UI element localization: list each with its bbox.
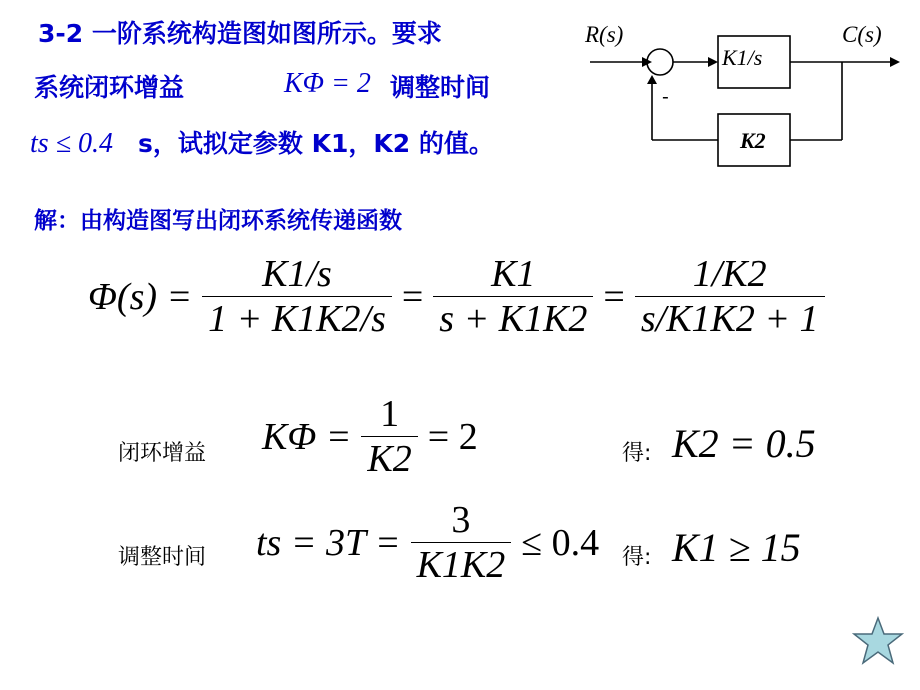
ts-formula-solution	[256, 498, 599, 587]
forward-arrow	[708, 57, 718, 67]
tf-frac2-den: s + K1K2	[439, 298, 588, 340]
output-label: C(s)	[842, 22, 882, 47]
gain-result: K2 = 0.5	[672, 421, 816, 466]
ts-formula: ts ≤ 0.4	[30, 128, 114, 159]
ts-result: K1 ≥ 15	[672, 525, 801, 570]
problem-line-2b: 调整时间	[390, 73, 491, 102]
gain-frac	[361, 392, 417, 481]
ts-result-label: 得:	[622, 545, 652, 570]
tf-frac-2	[433, 252, 593, 341]
ts-lhs: ts = 3T =	[256, 521, 401, 564]
solution-intro-text: 解：由构造图写出闭环系统传递函数	[34, 208, 402, 234]
ts-label: 调整时间	[118, 545, 207, 570]
problem-line-1: 3-2 一阶系统构造图如图所示。要求	[38, 19, 442, 48]
output-arrow	[890, 57, 900, 67]
input-label: R(s)	[585, 22, 624, 47]
ts-frac-num: 3	[451, 499, 471, 541]
tf-eq-1: =	[401, 275, 424, 318]
tf-frac1-den: 1 + K1K2/s	[208, 298, 386, 340]
tf-frac3-den: s/K1K2 + 1	[640, 298, 819, 340]
ts-frac-den: K1K2	[416, 544, 506, 586]
tf-frac-1	[202, 252, 392, 341]
tf-frac1-num: K1/s	[262, 253, 332, 295]
feedback-block-label: K2	[740, 128, 766, 153]
gain-label: 闭环增益	[118, 441, 207, 466]
forward-block-label: K1/s	[722, 45, 763, 70]
gain-rhs: = 2	[427, 415, 478, 458]
gain-frac-num: 1	[380, 393, 400, 435]
solution-intro	[34, 202, 402, 235]
ts-rhs: ≤ 0.4	[521, 521, 600, 564]
gain-lhs: KΦ =	[262, 415, 352, 458]
minus-sign: -	[662, 84, 669, 108]
kphi-formula: KΦ = 2	[284, 68, 371, 99]
problem-line-3: s，试拟定参数 K1，K2 的值。	[138, 129, 494, 158]
tf-lhs: Φ(s) =	[88, 275, 193, 318]
gain-formula	[262, 392, 478, 481]
problem-line-2a: 系统闭环增益	[34, 73, 185, 102]
feedback-arrow	[647, 75, 657, 84]
tf-frac2-num: K1	[491, 253, 536, 295]
transfer-function	[88, 252, 825, 341]
gain-frac-den: K2	[367, 438, 412, 480]
ts-frac	[411, 498, 512, 587]
tf-eq-2: =	[603, 275, 625, 318]
star-icon[interactable]	[852, 616, 904, 666]
tf-frac3-num: 1/K2	[692, 253, 767, 295]
gain-result-label: 得:	[622, 441, 652, 466]
tf-frac-3	[635, 252, 825, 341]
